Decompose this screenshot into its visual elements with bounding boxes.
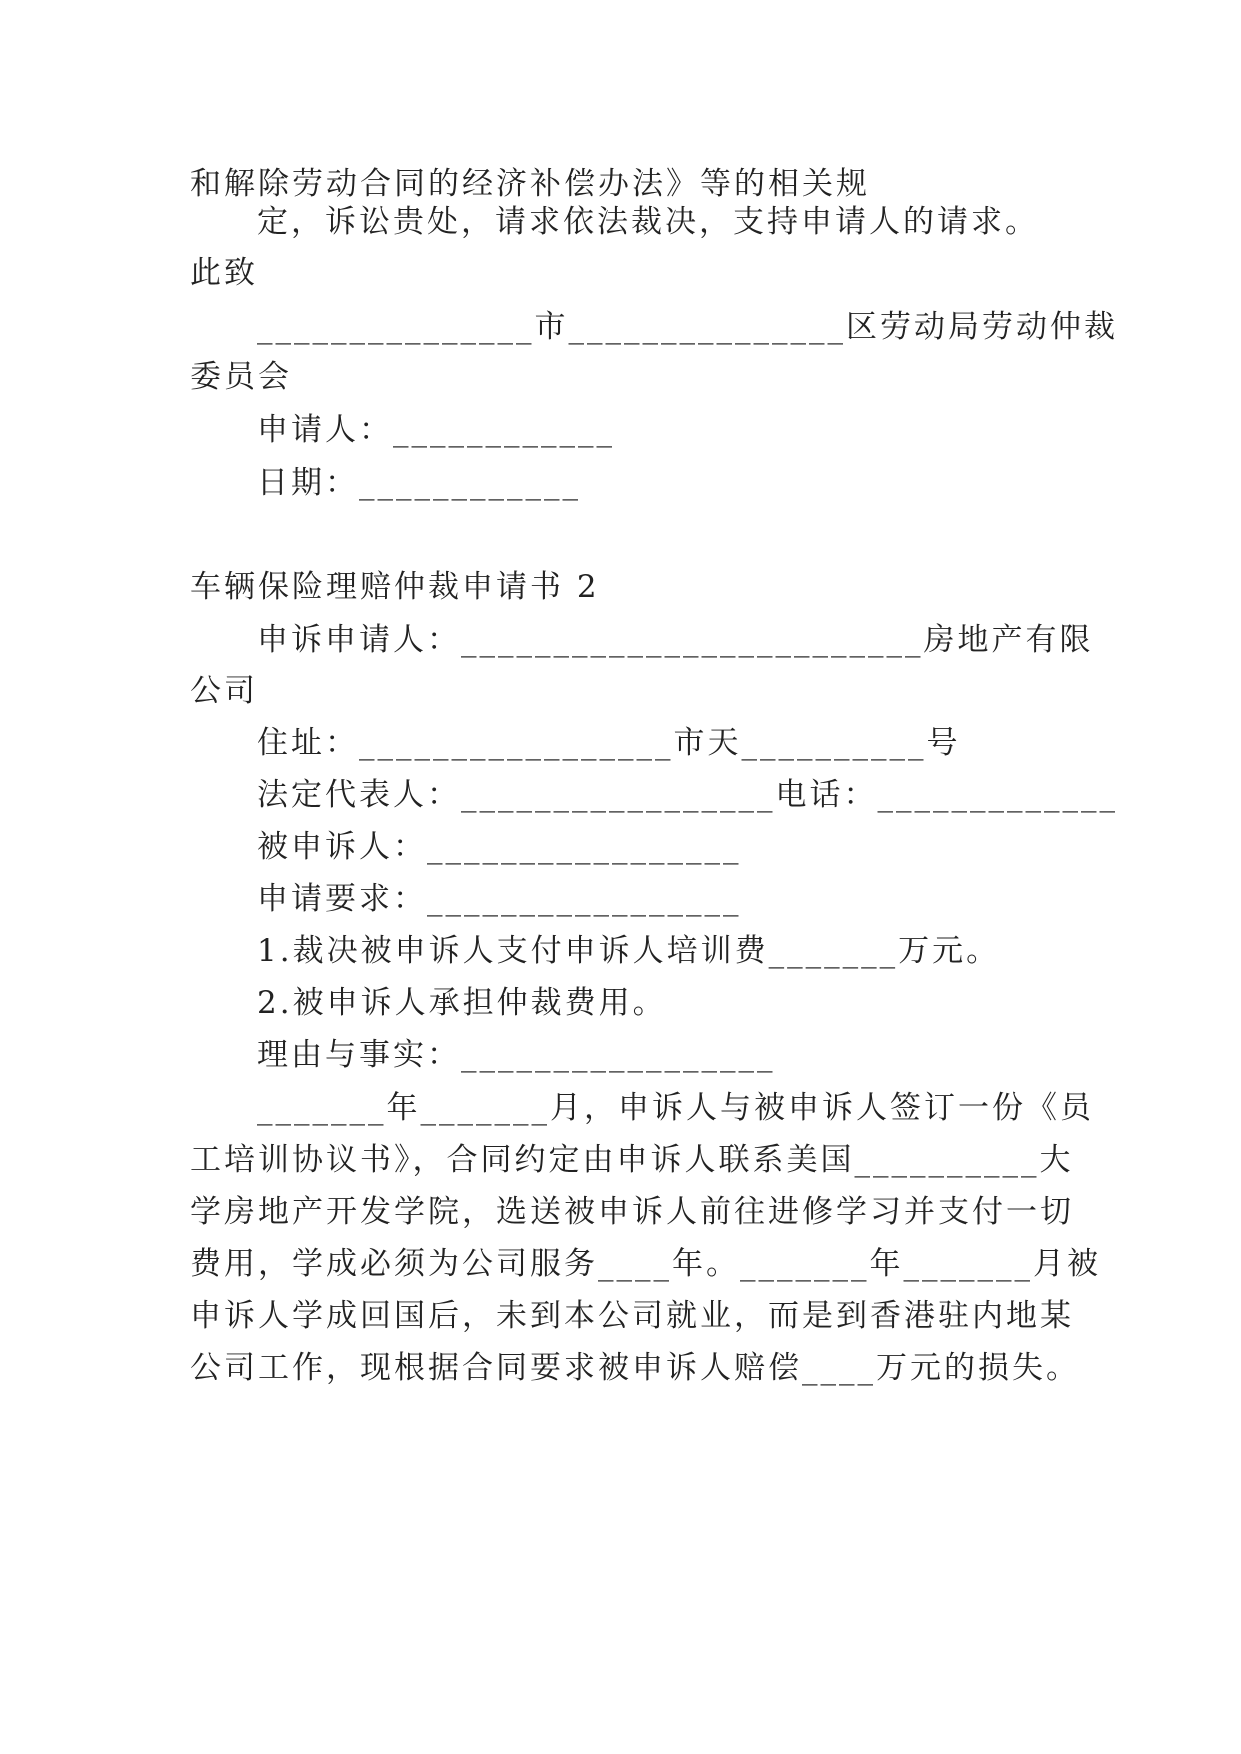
paragraph-line: 费用，学成必须为公司服务____年。_______年_______月被 xyxy=(190,1246,1101,1282)
request-item: 1.裁决被申诉人支付申诉人培训费_______万元。 xyxy=(257,933,1001,969)
address-line: 住址：_________________市天__________号 xyxy=(257,725,961,761)
paragraph-line: 公司工作，现根据合同要求被申诉人赔偿____万元的损失。 xyxy=(190,1350,1080,1386)
recipient-line: _______________市_______________区劳动局劳动仲裁 xyxy=(257,309,1118,345)
date-line: 日期：____________ xyxy=(257,465,581,501)
paragraph-line: _______年_______月，申诉人与被申诉人签订一份《员 xyxy=(257,1090,1094,1126)
request-item: 2.被申诉人承担仲裁费用。 xyxy=(257,985,667,1021)
legal-representative-line: 法定代表人：_________________电话：_____________ xyxy=(257,777,1118,813)
paragraph-line: 学房地产开发学院，选送被申诉人前往进修学习并支付一切 xyxy=(190,1194,1074,1230)
salutation-line: 此致 xyxy=(190,255,258,291)
applicant-line: 申诉申请人：_________________________房地产有限 xyxy=(257,622,1094,658)
recipient-line: 委员会 xyxy=(190,359,292,395)
request-line: 申请要求：_________________ xyxy=(257,881,742,917)
applicant-signature-line: 申请人：____________ xyxy=(257,412,615,448)
section-title: 车辆保险理赔仲裁申请书 2 xyxy=(190,569,600,605)
respondent-line: 被申诉人：_________________ xyxy=(257,829,742,865)
applicant-line: 公司 xyxy=(190,673,258,709)
paragraph-line: 定，诉讼贵处，请求依法裁决，支持申请人的请求。 xyxy=(257,204,1039,240)
paragraph-line: 工培训协议书》，合同约定由申诉人联系美国__________大 xyxy=(190,1142,1074,1178)
reasons-line: 理由与事实：_________________ xyxy=(257,1037,776,1073)
paragraph-line: 和解除劳动合同的经济补偿办法》等的相关规 xyxy=(190,166,870,202)
paragraph-line: 申诉人学成回国后，未到本公司就业，而是到香港驻内地某 xyxy=(190,1298,1074,1334)
